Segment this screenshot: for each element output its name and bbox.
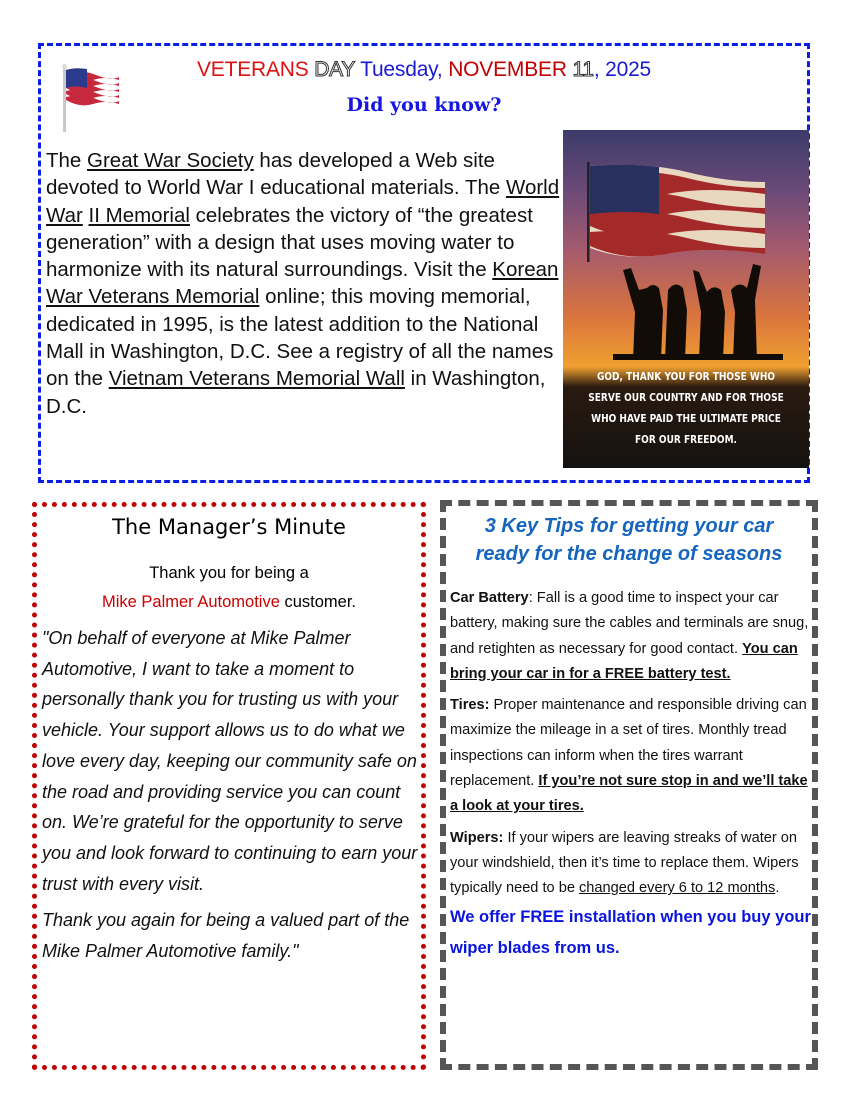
caption-line: FOR OUR FREEDOM. [635,433,737,446]
thanks-line [37,588,421,617]
link-korean-war-veterans-memorial[interactable]: Korean War Veterans Memorial [46,258,559,309]
tip-text: Proper maintenance and responsible driving can maximize the mileage in a set of tires. Monthly tread inspections can inform when the tires warrant replacement. [450,697,807,790]
managers-minute-title: The Manager’s Minute [112,515,346,539]
did-you-know-paragraph [46,147,566,420]
thanks-line: Thank you for being a [149,564,309,582]
title-day: DAY [314,58,355,81]
tip-car-battery [450,586,814,687]
tip-tires [450,693,814,819]
tip-text: Fall is a good time to inspect your car battery, making sure the cables and terminals are snug, and retighten as necessary for good contact. [450,590,809,657]
tips-list [450,586,814,964]
tip-label: Tires: [450,697,490,714]
wiper-offer: We offer FREE installation when you buy your wiper blades from us. [450,907,811,957]
text-segment: in Washington, D.C. [46,367,546,418]
tip-label-suffix: : [528,590,533,606]
poster-flag-icon [587,162,767,262]
thanks-message [37,559,421,617]
caption-line: WHO HAVE PAID THE ULTIMATE PRICE [591,412,781,425]
title-day-number: 11 [572,58,594,81]
text-segment: has developed a Web site devoted to World War I educational materials. The [46,149,506,200]
tip-text: If your wipers are leaving streaks of water on your windshield, then it’s time to replace them. Wipers typically need to be [450,829,799,897]
title-weekday: Tuesday, [360,58,443,81]
title-month: NOVEMBER [448,58,567,81]
link-great-war-society[interactable]: Great War Society [87,149,254,172]
did-you-know-section [38,43,810,483]
link-vietnam-veterans-memorial-wall[interactable]: Vietnam Veterans Memorial Wall [108,367,405,391]
car-tips-section [440,500,818,1070]
tip-label: Car Battery [450,590,529,606]
tip-emphasis: You can bring your car in for a FREE battery test. [450,640,798,682]
poster-caption [585,366,787,450]
thanks-suffix: customer. [279,593,357,611]
manager-quote [42,623,422,973]
tip-text-end: . [775,880,780,897]
tips-title-line: ready for the change of seasons [475,543,783,565]
quote-paragraph: Thank you again for being a valued part of the Mike Palmer Automotive family." [42,910,410,962]
tip-underlined: changed every 6 to 12 months [579,880,776,897]
tips-title [446,512,812,568]
caption-line: SERVE OUR COUNTRY AND FOR THOSE [588,391,784,404]
managers-minute-section [32,502,426,1070]
tip-wipers [450,826,814,902]
did-you-know-heading: Did you know? [346,94,502,116]
text-segment: The [46,149,88,172]
text-segment: celebrates the victory of “the greatest generation” with a design that uses moving water to harmonize with its natural surroundings. Visit the [46,203,533,282]
link-ii-memorial[interactable]: II Memorial [88,203,190,227]
company-name: Mike Palmer Automotive [101,593,280,611]
tips-title-line: 3 Key Tips for getting your car [484,515,774,537]
tip-label: Wipers: [450,829,504,846]
title-veterans: VETERANS [196,58,309,81]
quote-paragraph: "On behalf of everyone at Mike Palmer Automotive, I want to take a moment to personally thank you for trusting us with your vehicle. Your support allows us to do what we love every day, keeping our community safe on the road and providing service you can count on. We’re grateful for the opportunity to serve you and look forward to continuing to earn your trust with every visit. [42,628,418,894]
page-title [41,58,807,82]
caption-line: GOD, THANK YOU FOR THOSE WHO [596,370,776,383]
title-year: , 2025 [593,58,652,81]
link-world-war[interactable]: World War [46,176,560,227]
soldiers-silhouette-icon [613,250,783,360]
text-segment: online; this moving memorial, dedicated in 1995, is the latest addition to the National Mall in Washington, D.C. See a registry of all the names on the [46,285,554,391]
tip-emphasis: If you’re not sure stop in and we’ll take a look at your tires. [450,773,808,815]
veterans-poster-image [563,130,809,468]
